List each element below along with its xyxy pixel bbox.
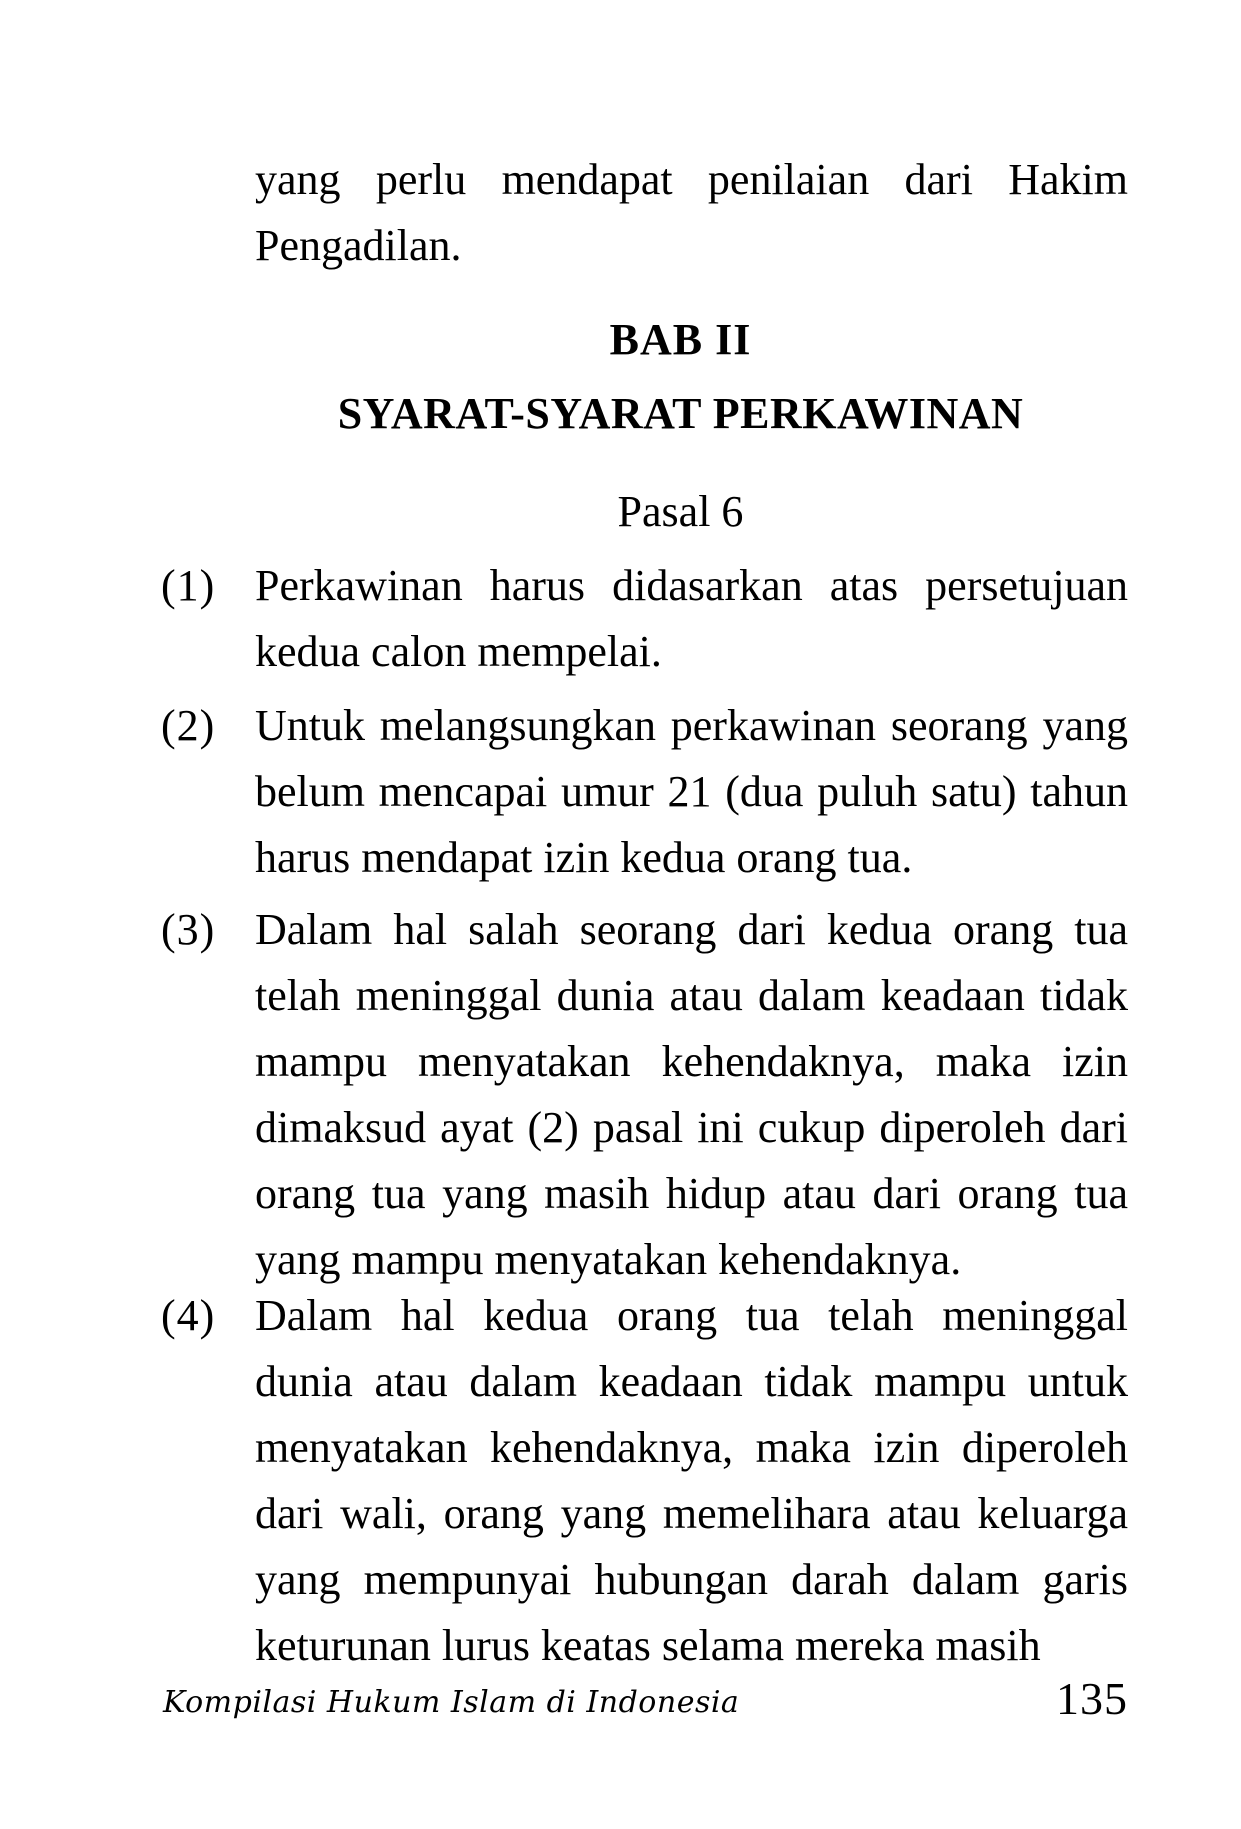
intro-paragraph: yang perlu mendapat penilaian dari Hakim Pengadilan.: [255, 155, 1128, 270]
chapter-number: BAB II: [609, 315, 752, 364]
chapter-title: SYARAT-SYARAT PERKAWINAN: [337, 389, 1024, 438]
item-text: Dalam hal salah seorang dari kedua orang tua telah meninggal dunia atau dalam keadaan tidak mampu menyatakan kehendaknya, maka izin dimaksud ayat (2) pasal ini cukup diperoleh dari orang tua yang masih hidup atau dari orang tua yang mampu menyatakan kehendaknya.: [255, 905, 1128, 1284]
item-number: (4): [161, 1291, 216, 1340]
item-text: Perkawinan harus didasarkan atas persetujuan kedua calon mempelai.: [255, 561, 1128, 676]
footer-book-title: Kompilasi Hukum Islam di Indonesia: [163, 1685, 740, 1720]
item-text: Dalam hal kedua orang tua telah meninggal dunia atau dalam keadaan tidak mampu untuk menyatakan kehendaknya, maka izin diperoleh dari wali, orang yang memelihara atau keluarga yang mempunyai hubungan darah dalam garis keturunan lurus keatas selama mereka masih: [255, 1291, 1128, 1670]
page-number: 135: [1056, 1673, 1128, 1724]
item-number: (3): [161, 905, 216, 954]
article-label: Pasal 6: [617, 487, 744, 536]
item-number: (2): [161, 701, 216, 750]
item-number: (1): [161, 561, 216, 610]
item-text: Untuk melangsungkan perkawinan seorang yang belum mencapai umur 21 (dua puluh satu) tahun harus mendapat izin kedua orang tua.: [255, 701, 1128, 882]
